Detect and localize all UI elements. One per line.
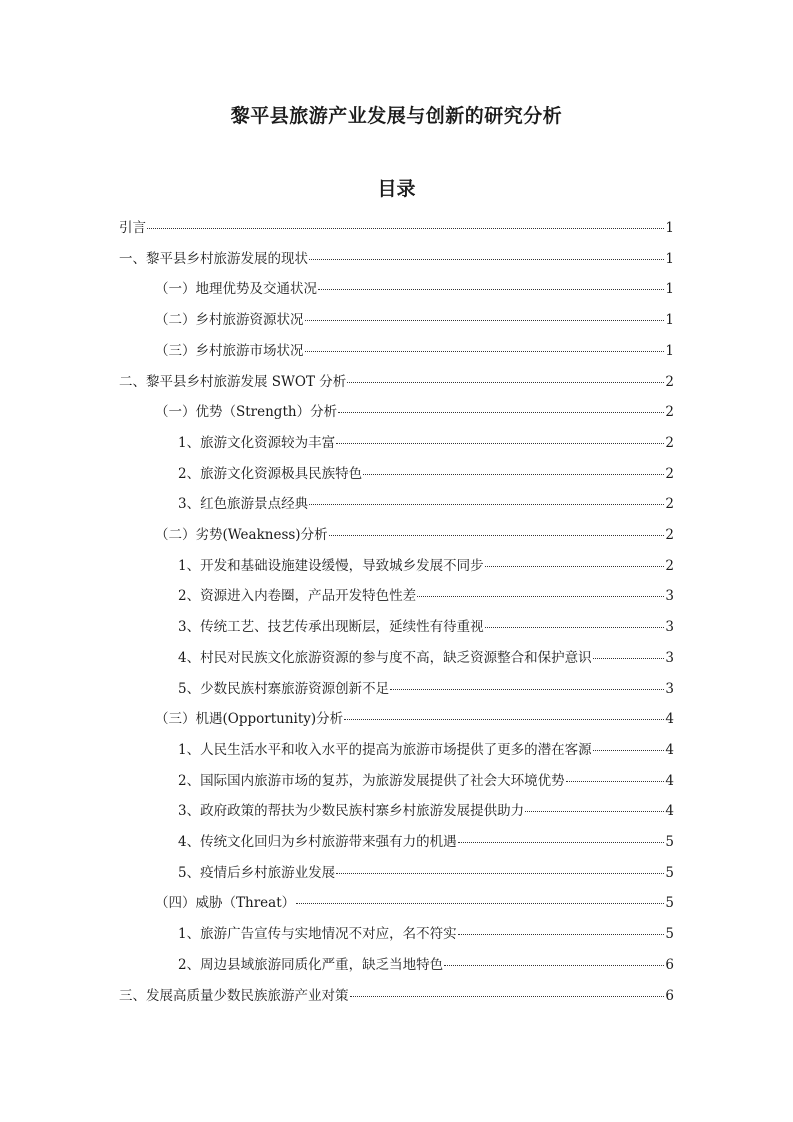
toc-entry-label: （一）地理优势及交通状况	[155, 281, 317, 298]
toc-leader-dots	[593, 750, 665, 751]
toc-entry-label: 2、国际国内旅游市场的复苏，为旅游发展提供了社会大环境优势	[178, 772, 565, 789]
toc-entry-page: 5	[665, 895, 674, 912]
toc-leader-dots	[485, 627, 665, 628]
toc-leader-dots	[336, 873, 664, 874]
toc-entry[interactable]	[178, 428, 674, 458]
toc-entry-page: 1	[665, 220, 674, 236]
toc-entry-label: 3、红色旅游景点经典	[178, 496, 309, 513]
toc-entry[interactable]	[178, 643, 674, 673]
toc-entry-page: 5	[665, 926, 674, 943]
toc-entry[interactable]	[155, 305, 674, 335]
toc-leader-dots	[347, 382, 664, 383]
toc-entry-label: （三）机遇(Opportunity)分析	[155, 711, 344, 728]
toc-entry-page: 5	[665, 864, 674, 881]
toc-entry-page: 3	[665, 649, 674, 666]
toc-entry-page: 4	[665, 741, 674, 758]
toc-entry-label: 5、疫情后乡村旅游业发展	[178, 864, 336, 881]
toc-entry-label: 2、旅游文化资源极具民族特色	[178, 465, 363, 482]
toc-entry-label: 5、少数民族村寨旅游资源创新不足	[178, 680, 390, 697]
toc-entry-label: （二）劣势(Weakness)分析	[155, 527, 328, 543]
toc-entry-page: 2	[665, 373, 674, 390]
toc-entry[interactable]	[155, 397, 674, 427]
toc-entry-page: 2	[665, 496, 674, 513]
toc-heading: 目录	[377, 178, 416, 200]
toc-entry-page: 4	[665, 803, 674, 820]
toc-entry[interactable]	[119, 244, 674, 274]
toc-leader-dots	[309, 259, 664, 260]
toc-leader-dots	[147, 228, 664, 229]
toc-entry-label: 1、开发和基础设施建设缓慢，导致城乡发展不同步	[178, 557, 484, 574]
toc-leader-dots	[309, 504, 664, 505]
toc-entry[interactable]	[178, 950, 674, 980]
toc-entry-label: 3、政府政策的帮扶为少数民族村寨乡村旅游发展提供助力	[178, 803, 525, 820]
toc-leader-dots	[305, 351, 665, 352]
toc-entry-label: 二、黎平县乡村旅游发展 SWOT 分析	[119, 373, 347, 390]
toc-entry[interactable]	[155, 274, 674, 304]
toc-leader-dots	[593, 658, 665, 659]
toc-leader-dots	[329, 535, 665, 536]
toc-entry-page: 4	[665, 711, 674, 728]
toc-leader-dots	[344, 719, 664, 720]
toc-leader-dots	[305, 320, 665, 321]
toc-entry-label: 1、旅游文化资源较为丰富	[178, 434, 336, 451]
toc-leader-dots	[444, 965, 664, 966]
toc-entry[interactable]	[155, 704, 674, 734]
toc-entry-page: 1	[665, 312, 674, 329]
toc-entry-page: 4	[665, 772, 674, 789]
toc-entry-label: 1、人民生活水平和收入水平的提高为旅游市场提供了更多的潜在客源	[178, 741, 592, 758]
toc-entry[interactable]	[178, 459, 674, 489]
toc-leader-dots	[485, 566, 665, 567]
toc-entry-label: （三）乡村旅游市场状况	[155, 342, 304, 359]
toc-entry[interactable]	[178, 919, 674, 949]
toc-entry[interactable]	[178, 674, 674, 704]
toc-entry[interactable]	[178, 612, 674, 642]
toc-leader-dots	[318, 289, 664, 290]
toc-entry[interactable]	[119, 213, 674, 243]
toc-entry[interactable]	[178, 551, 674, 581]
toc-entry[interactable]	[178, 489, 674, 519]
toc-leader-dots	[336, 443, 664, 444]
document-title: 黎平县旅游产业发展与创新的研究分析	[230, 105, 563, 127]
toc-entry-label: 4、村民对民族文化旅游资源的参与度不高，缺乏资源整合和保护意识	[178, 649, 592, 666]
toc-entry-label: 引言	[119, 220, 146, 236]
toc-entry-page: 2	[665, 527, 674, 543]
toc-entry[interactable]	[178, 766, 674, 796]
toc-entry[interactable]	[155, 888, 674, 918]
toc-entry-page: 1	[665, 281, 674, 298]
toc-entry-page: 2	[665, 404, 674, 421]
toc-leader-dots	[525, 811, 664, 812]
toc-entry-page: 3	[665, 619, 674, 636]
toc-leader-dots	[350, 996, 665, 997]
toc-entry-page: 5	[665, 834, 674, 850]
toc-entry-page: 2	[665, 465, 674, 482]
toc-entry-page: 2	[665, 557, 674, 574]
toc-entry-page: 1	[665, 342, 674, 359]
toc-entry[interactable]	[155, 520, 674, 550]
toc-entry[interactable]	[119, 367, 674, 397]
toc-entry[interactable]	[178, 796, 674, 826]
toc-entry-label: （一）优势（Strength）分析	[155, 404, 338, 421]
toc-entry[interactable]	[178, 735, 674, 765]
toc-entry-label: 一、黎平县乡村旅游发展的现状	[119, 250, 308, 267]
toc-leader-dots	[458, 934, 665, 935]
toc-entry-label: 1、旅游广告宣传与实地情况不对应，名不符实	[178, 926, 457, 943]
toc-entry-page: 3	[665, 680, 674, 697]
toc-entry[interactable]	[178, 858, 674, 888]
toc-entry[interactable]	[178, 827, 674, 857]
toc-entry-page: 3	[665, 588, 674, 605]
toc-entry-label: （二）乡村旅游资源状况	[155, 312, 304, 329]
toc-entry-label: 4、传统文化回归为乡村旅游带来强有力的机遇	[178, 834, 457, 850]
toc-leader-dots	[417, 596, 664, 597]
toc-entry-page: 2	[665, 434, 674, 451]
toc-leader-dots	[363, 474, 664, 475]
toc-leader-dots	[566, 781, 665, 782]
toc-entry[interactable]	[155, 336, 674, 366]
toc-entry-page: 6	[665, 987, 674, 1004]
toc-entry-label: 2、资源进入内卷圈，产品开发特色性差	[178, 588, 417, 605]
toc-entry-page: 1	[665, 250, 674, 267]
toc-entry-label: 2、周边县域旅游同质化严重，缺乏当地特色	[178, 956, 444, 973]
toc-entry-label: 3、传统工艺、技艺传承出现断层，延续性有待重视	[178, 619, 484, 636]
toc-leader-dots	[458, 842, 665, 843]
toc-leader-dots	[296, 903, 664, 904]
toc-entry[interactable]	[178, 581, 674, 611]
toc-entry-label: 三、发展高质量少数民族旅游产业对策	[119, 987, 349, 1004]
toc-leader-dots	[338, 412, 664, 413]
toc-entry-label: （四）威胁（Threat）	[155, 895, 296, 912]
toc-entry-page: 6	[665, 956, 674, 973]
toc-entry[interactable]	[119, 981, 674, 1011]
toc-leader-dots	[390, 689, 664, 690]
